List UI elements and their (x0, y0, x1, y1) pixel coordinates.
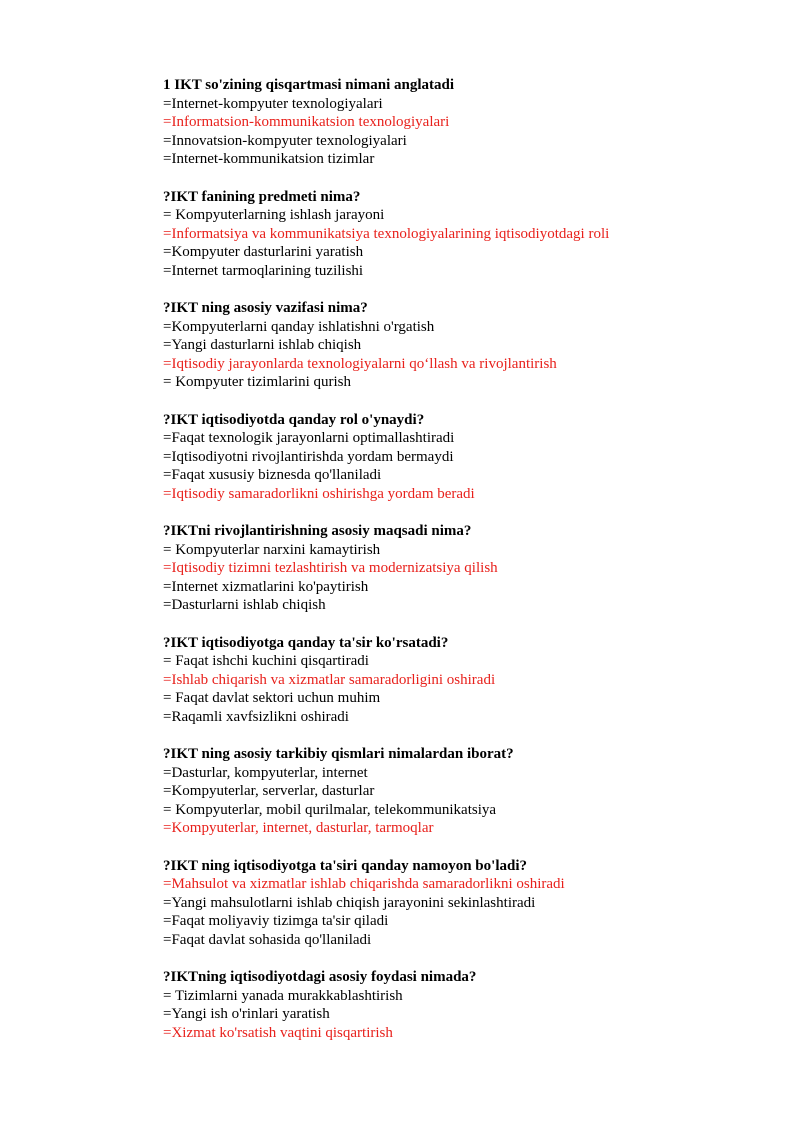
answer-option: =Yangi dasturlarni ishlab chiqish (163, 337, 362, 353)
answer-option: =Dasturlarni ishlab chiqish (163, 597, 326, 613)
answer-option-correct: =Ishlab chiqarish va xizmatlar samaradorligini oshiradi (163, 671, 496, 688)
question-block (163, 188, 783, 281)
answer-option-correct: =Kompyuterlar, internet, dasturlar, tarmoqlar (163, 820, 434, 836)
question-title: ?IKT ning asosiy tarkibiy qismlari nimalardan iborat? (163, 746, 514, 762)
question-title: ?IKT fanining predmeti nima? (163, 188, 361, 205)
question-block (163, 857, 783, 950)
answer-option: =Faqat davlat sohasida qo'llaniladi (163, 931, 372, 948)
answer-option: =Raqamli xavfsizlikni oshiradi (163, 708, 349, 725)
question-title: 1 IKT so'zining qisqartmasi nimani anglatadi (163, 77, 455, 93)
answer-option: = Tizimlarni yanada murakkablashtirish (163, 987, 403, 1004)
question-block (163, 411, 783, 504)
answer-option: = Kompyuter tizimlarini qurish (163, 374, 352, 390)
answer-option-correct: =Mahsulot va xizmatlar ishlab chiqarishda samaradorlikni oshiradi (163, 876, 565, 892)
answer-option: =Internet tarmoqlarining tuzilishi (163, 262, 364, 279)
answer-option: =Dasturlar, kompyuterlar, internet (163, 764, 368, 781)
answer-option: = Kompyuterlar, mobil qurilmalar, telekommunikatsiya (163, 801, 497, 818)
question-title: ?IKTni rivojlantirishning asosiy maqsadi nima? (163, 523, 472, 539)
question-block (163, 522, 783, 615)
answer-option: =Kompyuter dasturlarini yaratish (163, 244, 364, 260)
answer-option-correct: =Informatsiya va kommunikatsiya texnologiyalarining iqtisodiyotdagi roli (163, 225, 610, 242)
answer-option-correct: =Informatsion-kommunikatsion texnologiyalari (163, 114, 450, 130)
answer-option-correct: =Iqtisodiy tizimni tezlashtirish va modernizatsiya qilish (163, 560, 498, 576)
question-block (163, 968, 783, 1042)
question-title: ?IKTning iqtisodiyotdagi asosiy foydasi nimada? (163, 969, 477, 985)
quiz-document (163, 76, 783, 1061)
answer-option: =Yangi mahsulotlarni ishlab chiqish jarayonini sekinlashtiradi (163, 894, 536, 911)
question-block (163, 745, 783, 838)
answer-option: =Yangi ish o'rinlari yaratish (163, 1006, 330, 1022)
answer-option: =Internet-kommunikatsion tizimlar (163, 151, 375, 167)
question-title: ?IKT ning iqtisodiyotga ta'siri qanday namoyon bo'ladi? (163, 857, 527, 874)
answer-option: =Faqat moliyaviy tizimga ta'sir qiladi (163, 913, 389, 929)
answer-option: =Faqat texnologik jarayonlarni optimallashtiradi (163, 430, 455, 446)
answer-option: =Kompyuterlarni qanday ishlatishni o'rgatish (163, 318, 435, 335)
answer-option: = Kompyuterlarning ishlash jarayoni (163, 207, 385, 223)
question-block (163, 76, 783, 169)
question-title: ?IKT iqtisodiyotga qanday ta'sir ko'rsatadi? (163, 634, 449, 651)
question-title: ?IKT iqtisodiyotda qanday rol o'ynaydi? (163, 411, 425, 428)
answer-option-correct: =Iqtisodiy jarayonlarda texnologiyalarni qo‘llash va rivojlantirish (163, 355, 557, 372)
answer-option: = Faqat davlat sektori uchun muhim (163, 690, 381, 706)
question-block (163, 299, 783, 392)
question-title: ?IKT ning asosiy vazifasi nima? (163, 300, 368, 316)
answer-option: =Innovatsion-kompyuter texnologiyalari (163, 132, 407, 149)
answer-option: =Kompyuterlar, serverlar, dasturlar (163, 783, 375, 799)
question-block (163, 634, 783, 727)
answer-option: = Kompyuterlar narxini kamaytirish (163, 541, 381, 558)
answer-option: =Internet xizmatlarini ko'paytirish (163, 578, 369, 595)
answer-option-correct: =Iqtisodiy samaradorlikni oshirishga yordam beradi (163, 485, 475, 502)
answer-option: =Iqtisodiyotni rivojlantirishda yordam bermaydi (163, 448, 454, 465)
answer-option: =Internet-kompyuter texnologiyalari (163, 95, 383, 112)
answer-option-correct: =Xizmat ko'rsatish vaqtini qisqartirish (163, 1024, 393, 1041)
answer-option: =Faqat xususiy biznesda qo'llaniladi (163, 467, 382, 483)
answer-option: = Faqat ishchi kuchini qisqartiradi (163, 653, 369, 669)
